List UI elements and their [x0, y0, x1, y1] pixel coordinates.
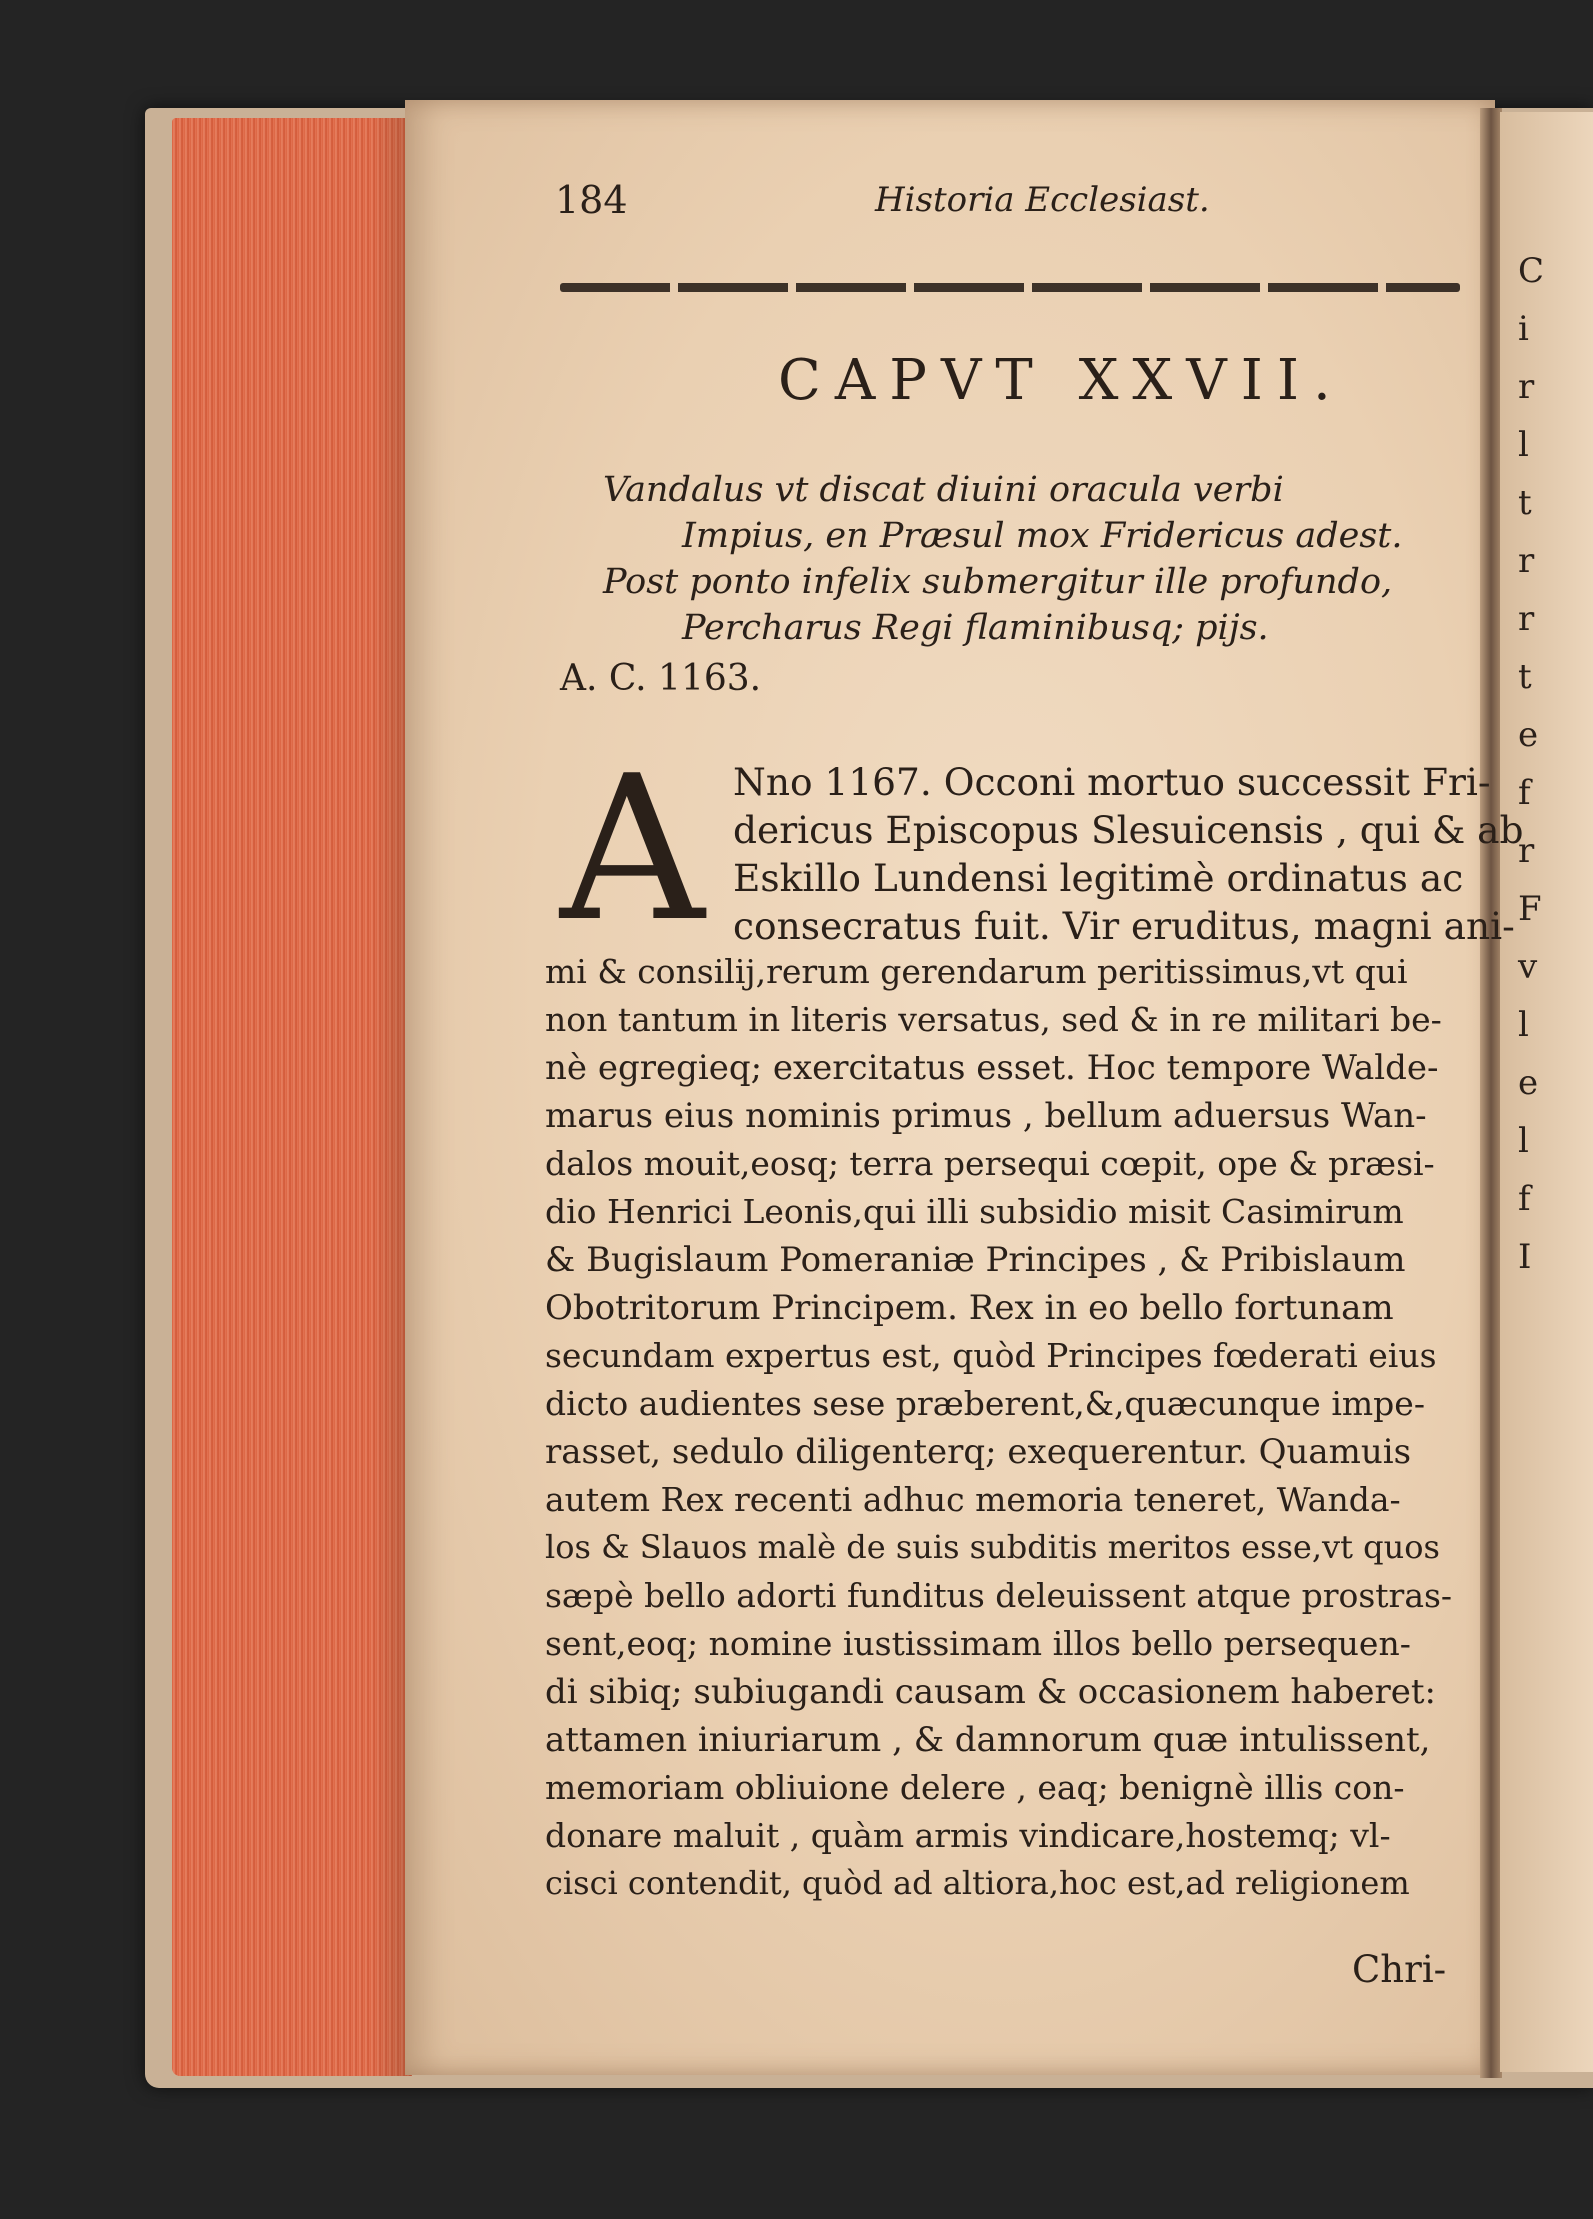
body-line: mi & consilij,rerum gerendarum peritissimus,vt qui [545, 952, 1408, 991]
verse-line: Impius, en Præsul mox Fridericus adest. [682, 516, 1403, 556]
body-line: non tantum in literis versatus, sed & in re militari be- [545, 1000, 1442, 1039]
book-gutter [1480, 108, 1502, 2078]
body-line: Obotritorum Principem. Rex in eo bello fortunam [545, 1288, 1394, 1328]
body-line: Nno 1167. Occoni mortuo successit Fri- [733, 760, 1491, 804]
facing-page-fragment [1500, 112, 1593, 2072]
body-line: dericus Episcopus Slesuicensis , qui & ab [733, 808, 1524, 852]
body-line: di sibiq; subiugandi causam & occasionem haberet: [545, 1672, 1436, 1712]
facing-page-text: C i r l t r r t e f r F v l e l f I [1518, 251, 1546, 1277]
body-line: marus eius nominis primus , bellum aduersus Wan- [545, 1096, 1427, 1136]
body-line: sent,eoq; nomine iustissimam illos bello persequen- [545, 1624, 1411, 1663]
body-line: & Bugislaum Pomeraniæ Principes , & Pribislaum [545, 1240, 1406, 1280]
body-line: nè egregieq; exercitatus esset. Hoc tempore Walde- [545, 1048, 1439, 1088]
body-line: cisci contendit, quòd ad altiora,hoc est,ad religionem [545, 1864, 1410, 1902]
page-edges [172, 118, 412, 2076]
body-line: dio Henrici Leonis,qui illi subsidio misit Casimirum [545, 1192, 1404, 1231]
catchword: Chri- [1352, 1948, 1447, 1991]
body-line: los & Slauos malè de suis subditis meritos esse,vt quos [545, 1528, 1440, 1566]
body-line: dicto audientes sese præberent,&,quæcunque impe- [545, 1384, 1425, 1423]
page-number: 184 [555, 178, 628, 222]
body-line: rasset, sedulo diligenterq; exequerentur. Quamuis [545, 1432, 1412, 1472]
body-line: dalos mouit,eosq; terra persequi cœpit, ope & præsi- [545, 1144, 1435, 1183]
body-line: attamen iniuriarum , & damnorum quæ intulissent, [545, 1720, 1431, 1760]
running-head: Historia Ecclesiast. [875, 180, 1210, 220]
header-rule [560, 283, 1460, 292]
drop-cap: A [560, 733, 705, 966]
verse-line: Vandalus vt discat diuini oracula verbi [603, 470, 1284, 510]
body-line: sæpè bello adorti funditus deleuissent atque prostras- [545, 1576, 1453, 1615]
body-line: memoriam obliuione delere , eaq; benignè illis con- [545, 1768, 1405, 1807]
verse-line: Post ponto infelix submergitur ille profundo, [603, 562, 1393, 602]
year-note: A. C. 1163. [560, 658, 762, 699]
chapter-title: CAPVT XXVII. [778, 348, 1345, 413]
verse-line: Percharus Regi flaminibusq; pijs. [682, 608, 1269, 648]
body-line: autem Rex recenti adhuc memoria teneret, Wanda- [545, 1480, 1401, 1519]
body-line: consecratus fuit. Vir eruditus, magni ani- [733, 904, 1515, 948]
body-line: donare maluit , quàm armis vindicare,hostemq; vl- [545, 1816, 1391, 1855]
body-line: Eskillo Lundensi legitimè ordinatus ac [733, 856, 1464, 900]
body-line: secundam expertus est, quòd Principes fœderati eius [545, 1336, 1437, 1375]
